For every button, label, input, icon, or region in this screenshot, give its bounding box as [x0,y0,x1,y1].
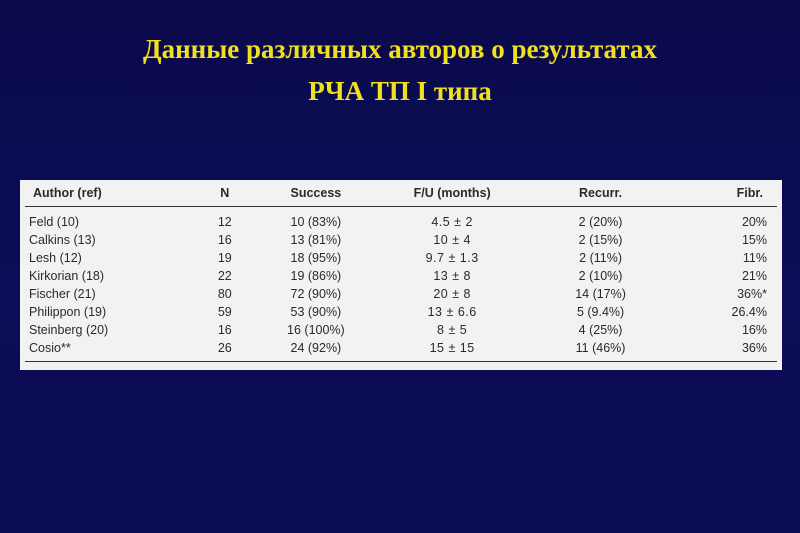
cell-follow-up [373,231,532,249]
table-row [25,249,777,267]
table-header-row [25,180,777,207]
cell-success: 19 (86%) [290,269,342,283]
table-row [25,267,777,285]
cell-success: 53 (90%) [290,305,342,319]
cell-author: Lesh (12) [29,251,82,265]
cell-follow-up-value: 20 ± 8 [433,287,471,301]
cell-recurrence: 2 (11%) [579,251,622,265]
header-recurrence: Recurr. [532,180,670,207]
header-author: Author (ref) [25,180,190,207]
header-fibrillation: Fibr. [669,180,777,207]
cell-recurrence: 2 (15%) [578,233,623,247]
table-row [25,339,777,357]
cell-recurrence: 4 (25%) [578,323,623,337]
cell-author: Kirkorian (18) [29,269,105,283]
cell-follow-up-value: 13 ± 8 [433,269,471,283]
cell-author: Calkins (13) [29,233,96,247]
cell-follow-up-value: 4.5 ± 2 [431,215,473,229]
cell-follow-up-value: 10 ± 4 [433,233,471,247]
results-table-panel [20,180,782,370]
cell-success: 72 (90%) [290,287,342,301]
cell-fibrillation: 36%* [737,287,767,301]
results-table [25,180,777,357]
cell-follow-up-value: 13 ± 6.6 [427,305,477,319]
cell-recurrence: 11 (46%) [575,341,626,355]
cell-success: 18 (95%) [290,251,342,265]
header-n: N [190,180,259,207]
cell-success: 16 (100%) [287,323,345,337]
cell-success: 24 (92%) [290,341,342,355]
cell-follow-up [373,321,532,339]
table-bottom-rule [25,361,777,362]
slide-title-line-2: РЧА ТП I типа [308,76,492,106]
cell-n: 16 [217,233,232,247]
table-body [25,207,777,358]
header-follow-up: F/U (months) [373,180,532,207]
cell-follow-up [373,303,532,321]
cell-fibrillation: 11% [742,251,767,265]
cell-success: 13 (81%) [290,233,342,247]
cell-follow-up-value: 9.7 ± 1.3 [425,251,479,265]
cell-recurrence: 2 (10%) [578,269,623,283]
cell-recurrence: 14 (17%) [575,287,626,301]
cell-author: Cosio** [29,341,71,355]
header-success: Success [259,180,373,207]
cell-fibrillation: 36% [741,341,767,355]
cell-fibrillation: 20% [741,215,767,229]
table-row [25,285,777,303]
cell-author: Philippon (19) [29,305,107,319]
table-row [25,207,777,232]
slide-title-line-1: Данные различных авторов о результатах [143,34,657,64]
cell-follow-up [373,267,532,285]
cell-success: 10 (83%) [290,215,342,229]
cell-fibrillation: 15% [741,233,767,247]
slide-title [0,28,800,112]
cell-recurrence: 2 (20%) [578,215,623,229]
cell-fibrillation: 26.4% [731,305,767,319]
cell-follow-up [373,285,532,303]
table-row [25,303,777,321]
cell-fibrillation: 16% [741,323,767,337]
cell-follow-up [373,249,532,267]
cell-fibrillation: 21% [741,269,767,283]
cell-author: Feld (10) [29,215,80,229]
cell-author: Fischer (21) [29,287,96,301]
cell-n: 12 [217,215,232,229]
cell-author: Steinberg (20) [29,323,109,337]
cell-follow-up-value: 15 ± 15 [429,341,475,355]
cell-n: 59 [217,305,232,319]
cell-n: 22 [217,269,232,283]
cell-recurrence: 5 (9.4%) [576,305,625,319]
cell-follow-up [373,339,532,357]
cell-n: 16 [217,323,232,337]
cell-follow-up-value: 8 ± 5 [437,323,468,337]
cell-n: 80 [217,287,232,301]
cell-n: 26 [217,341,232,355]
cell-follow-up [373,207,532,232]
cell-n: 19 [217,251,232,265]
table-row [25,321,777,339]
table-row [25,231,777,249]
